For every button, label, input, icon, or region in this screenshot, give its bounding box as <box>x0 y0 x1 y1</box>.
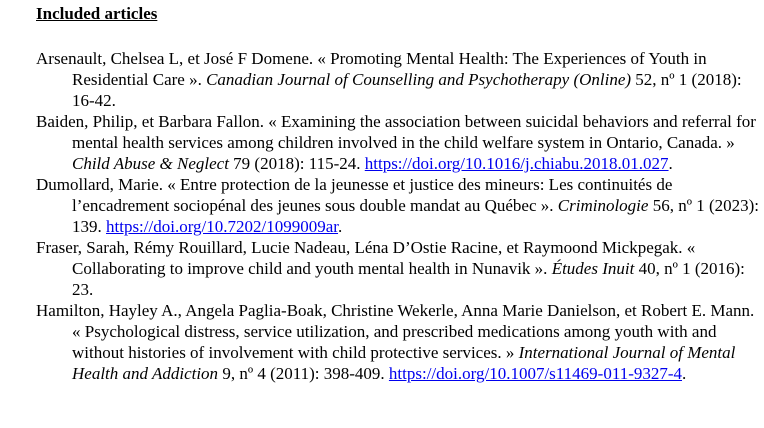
doi-link[interactable]: https://doi.org/10.1016/j.chiabu.2018.01.027 <box>364 154 669 173</box>
reference-text: Fraser, Sarah, Rémy Rouillard, Lucie Nadeau, Léna D’Ostie Racine, et Raymoond Mickpegak. « Collaborating to improve child and youth mental health in Nunavik ». <box>36 238 696 278</box>
journal-title: Études Inuit <box>551 259 635 278</box>
reference-text: Hamilton, Hayley A., Angela Paglia-Boak, Christine Wekerle, Anna Marie Danielson, et Robert E. Mann. « Psychological distress, service utilization, and prescribed medications among youth with and without histories of involvement with child protective services. » <box>36 301 755 362</box>
reference-item <box>36 111 760 174</box>
journal-title: Canadian Journal of Counselling and Psychotherapy (Online) <box>206 70 632 89</box>
reference-details: 9, nº 4 (2011): 398-409. <box>218 364 389 383</box>
section-title: Included articles <box>36 4 158 23</box>
reference-list <box>36 48 760 384</box>
reference-item <box>36 48 760 111</box>
reference-text: Baiden, Philip, et Barbara Fallon. « Examining the association between suicidal behaviors and referral for mental health services among children involved in the child welfare system in Ontario, Canada. » <box>36 112 756 152</box>
journal-title: Child Abuse & Neglect <box>72 154 229 173</box>
reference-trailing: . <box>668 154 673 173</box>
reference-item <box>36 300 760 384</box>
reference-details: 52, nº 1 (2018): 16-42. <box>72 70 742 110</box>
reference-trailing: . <box>682 364 687 383</box>
doi-link[interactable]: https://doi.org/10.1007/s11469-011-9327-4 <box>388 364 683 383</box>
journal-title: Criminologie <box>557 196 649 215</box>
doi-link[interactable]: https://doi.org/10.7202/1099009ar <box>106 217 339 236</box>
reference-trailing: . <box>338 217 343 236</box>
reference-text: Arsenault, Chelsea L, et José F Domene. « Promoting Mental Health: The Experiences of Youth in Residential Care ». <box>36 49 707 89</box>
reference-details: 79 (2018): 115-24. <box>228 154 365 173</box>
document-page <box>36 4 760 384</box>
journal-title: International Journal of Mental Health and Addiction <box>72 343 736 383</box>
reference-details: 40, nº 1 (2016): 23. <box>72 259 745 299</box>
reference-details: 56, nº 1 (2023): 139. <box>72 196 760 236</box>
reference-item <box>36 174 760 237</box>
reference-item <box>36 237 760 300</box>
reference-text: Dumollard, Marie. « Entre protection de la jeunesse et justice des mineurs: Les continuités de l’encadrement sociopénal des jeunes sous double mandat au Québec ». <box>36 175 673 215</box>
